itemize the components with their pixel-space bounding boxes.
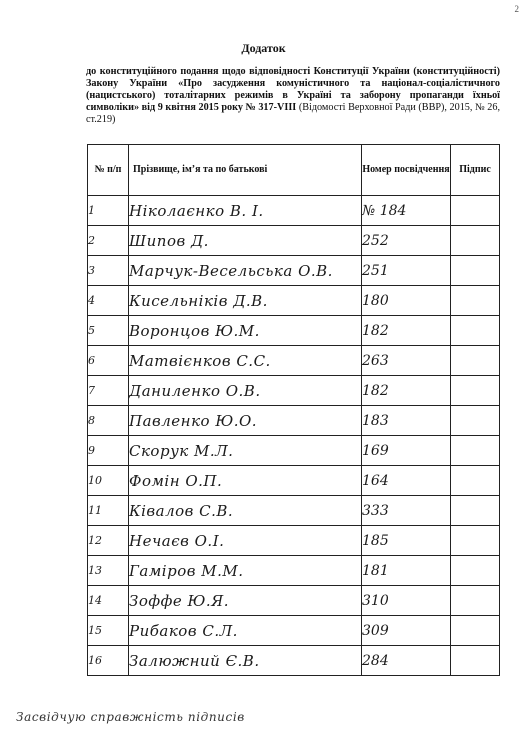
table-row [88,376,500,406]
row-signature [451,436,500,466]
table-row [88,586,500,616]
row-cert-number: 169 [362,436,451,466]
table-row [88,526,500,556]
row-signature [451,496,500,526]
row-cert-number: 284 [362,646,451,676]
row-number: 2 [88,226,129,256]
row-signature [451,526,500,556]
header-sign: Підпис [451,145,500,196]
table-row [88,286,500,316]
table-row [88,346,500,376]
table-row [88,646,500,676]
row-name: Нечаєв О.І. [129,526,362,556]
document-title: Додаток [241,41,286,55]
row-name: Гаміров М.М. [129,556,362,586]
row-name: Матвієнков С.С. [129,346,362,376]
row-cert-number: 185 [362,526,451,556]
row-number: 8 [88,406,129,436]
row-number: 15 [88,616,129,646]
header-num: № п/п [88,145,129,196]
row-signature [451,406,500,436]
intro-bold-text: до конституційного подання щодо відповідності Конституції України (конституційності) Закону України «Про засудження комуністичного та націонал-соціалістичного (нацистського) тоталітарних режимів в Україні та заборону пропаганди їхньої символіки» від 9 квітня 2015 року № 317-VIII [86,66,500,113]
row-number: 5 [88,316,129,346]
row-cert-number: 309 [362,616,451,646]
header-cert: Номер посвідчення [362,145,451,196]
row-cert-number: № 184 [362,196,451,226]
row-number: 9 [88,436,129,466]
row-signature [451,556,500,586]
row-name: Кисельніків Д.В. [129,286,362,316]
row-cert-number: 164 [362,466,451,496]
header-name: Прізвище, ім’я та по батькові [129,145,362,196]
row-name: Ніколаєнко В. І. [129,196,362,226]
row-number: 13 [88,556,129,586]
table-row [88,256,500,286]
page-number: 2 [514,4,519,14]
row-name: Воронцов Ю.М. [129,316,362,346]
row-name: Ківалов С.В. [129,496,362,526]
row-cert-number: 251 [362,256,451,286]
table-row [88,436,500,466]
signature-table [87,144,500,676]
row-name: Рибаков С.Л. [129,616,362,646]
row-name: Залюжний Є.В. [129,646,362,676]
row-signature [451,256,500,286]
intro-paragraph [86,66,500,126]
row-cert-number: 180 [362,286,451,316]
row-name: Зоффе Ю.Я. [129,586,362,616]
row-cert-number: 182 [362,376,451,406]
row-signature [451,316,500,346]
row-cert-number: 263 [362,346,451,376]
table-row [88,616,500,646]
footer-note: Засвідчую справжність підписів [16,710,245,724]
row-signature [451,226,500,256]
row-signature [451,346,500,376]
row-cert-number: 181 [362,556,451,586]
table-header-row [88,145,500,196]
row-name: Фомін О.П. [129,466,362,496]
row-number: 1 [88,196,129,226]
row-cert-number: 252 [362,226,451,256]
row-name: Даниленко О.В. [129,376,362,406]
row-cert-number: 182 [362,316,451,346]
row-cert-number: 310 [362,586,451,616]
row-number: 4 [88,286,129,316]
table-row [88,496,500,526]
intro-source-text: (Відомості Верховної Ради (ВВР), 2015, № 26, ст.219) [86,102,501,125]
row-name: Шипов Д. [129,226,362,256]
row-name: Павленко Ю.О. [129,406,362,436]
row-number: 12 [88,526,129,556]
table-row [88,196,500,226]
row-cert-number: 333 [362,496,451,526]
row-signature [451,196,500,226]
row-number: 14 [88,586,129,616]
table-row [88,466,500,496]
table-row [88,556,500,586]
row-name: Скорук М.Л. [129,436,362,466]
table-row [88,226,500,256]
row-signature [451,586,500,616]
row-signature [451,466,500,496]
row-number: 7 [88,376,129,406]
row-signature [451,376,500,406]
row-signature [451,286,500,316]
row-cert-number: 183 [362,406,451,436]
row-number: 3 [88,256,129,286]
row-number: 16 [88,646,129,676]
row-number: 10 [88,466,129,496]
row-number: 6 [88,346,129,376]
row-signature [451,616,500,646]
table-row [88,316,500,346]
row-number: 11 [88,496,129,526]
table-row [88,406,500,436]
row-name: Марчук-Весельська О.В. [129,256,362,286]
row-signature [451,646,500,676]
